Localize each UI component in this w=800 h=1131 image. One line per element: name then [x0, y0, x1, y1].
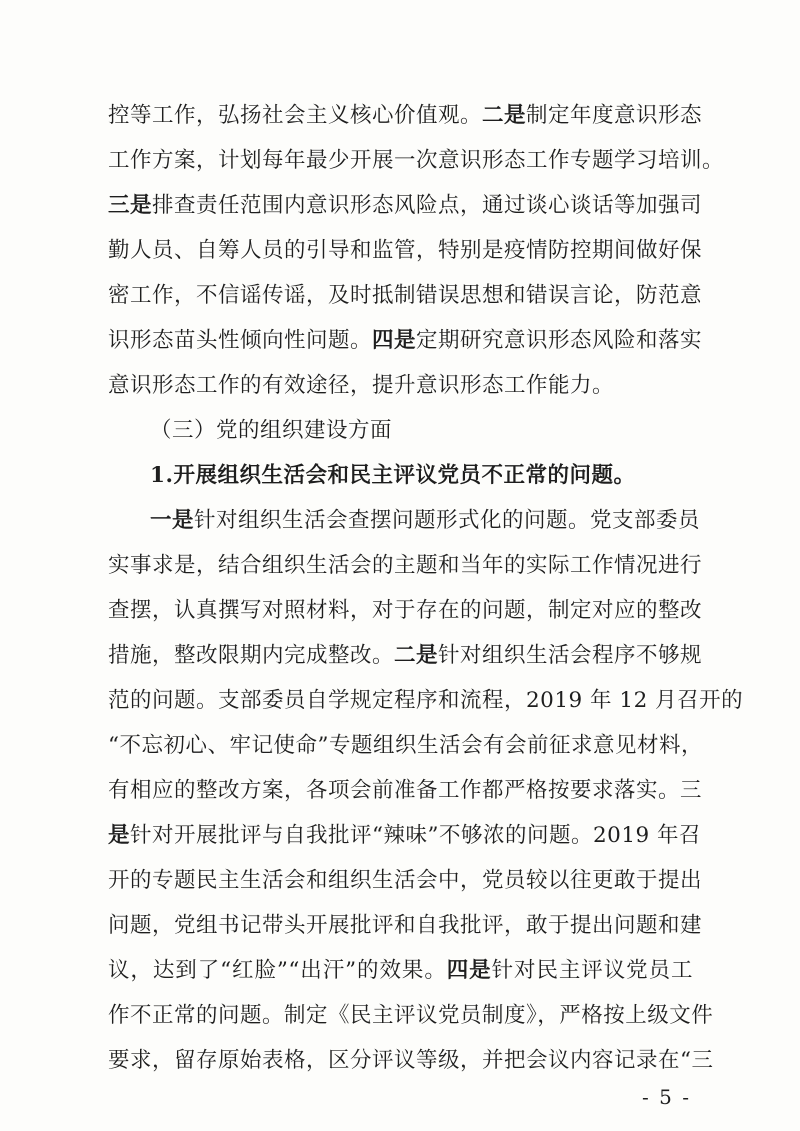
text-line: 勤人员、自筹人员的引导和监管，特别是疫情防控期间做好保	[108, 238, 703, 263]
text-line: 要求，留存原始表格，区分评议等级，并把会议内容记录在“三	[108, 1048, 714, 1073]
text-line	[108, 326, 703, 356]
text-run: 针对组织生活会程序不够规	[438, 643, 703, 668]
text-run: 针对开展批评与自我批评“辣味”不够浓的问题。2019 年召	[130, 823, 702, 848]
subsection-heading: 1.开展组织生活会和民主评议党员不正常的问题。	[150, 463, 636, 488]
text-line: 问题，党组书记带头开展批评和自我批评，敢于提出问题和建	[108, 913, 703, 938]
text-line: 实事求是，结合组织生活会的主题和当年的实际工作情况进行	[108, 553, 703, 578]
text-run: 定期研究意识形态风险和落实	[416, 328, 703, 353]
text-run: 控等工作，弘扬社会主义核心价值观。	[108, 103, 483, 128]
text-line: 开的专题民主生活会和组织生活会中，党员较以往更敢于提出	[108, 868, 703, 893]
emphasis-run: 一是	[150, 508, 195, 533]
text-line: 有相应的整改方案，各项会前准备工作都严格按要求落实。三	[108, 778, 703, 803]
text-line: 工作方案，计划每年最少开展一次意识形态工作专题学习培训。	[108, 148, 725, 173]
text-run: 制定年度意识形态	[526, 103, 703, 128]
emphasis-run: 二是	[394, 643, 439, 668]
text-line: 意识形态工作的有效途径，提升意识形态工作能力。	[108, 373, 615, 398]
text-run: 议，达到了“红脸”“出汗”的效果。	[108, 958, 447, 983]
text-line: 作不正常的问题。制定《民主评议党员制度》，严格按上级文件	[108, 1003, 714, 1028]
emphasis-run: 二是	[482, 103, 527, 128]
emphasis-run: 四是	[446, 958, 492, 983]
text-line	[108, 821, 702, 851]
text-line: “不忘初心、牢记使命”专题组织生活会有会前征求意见材料，	[108, 733, 703, 758]
emphasis-run: 三是	[108, 193, 153, 218]
text-line	[108, 101, 703, 131]
emphasis-run: 四是	[372, 328, 417, 353]
text-run: 排查责任范围内意识形态风险点，通过谈心谈话等加强司	[152, 193, 703, 218]
section-heading: （三）党的组织建设方面	[150, 418, 393, 443]
text-line	[150, 506, 701, 536]
text-line	[108, 641, 703, 671]
text-line: 密工作，不信谣传谣，及时抵制错误思想和错误言论，防范意	[108, 283, 703, 308]
text-run: 针对组织生活会查摆问题形式化的问题。党支部委员	[194, 508, 701, 533]
page-number: - 5 -	[642, 1085, 691, 1109]
text-line	[108, 956, 693, 986]
text-run: 识形态苗头性倾向性问题。	[108, 328, 373, 353]
text-run: 措施，整改限期内完成整改。	[108, 643, 395, 668]
text-line: 范的问题。支部委员自学规定程序和流程，2019 年 12 月召开的	[108, 688, 744, 713]
text-line: 查摆，认真撰写对照材料，对于存在的问题，制定对应的整改	[108, 598, 703, 623]
emphasis-run: 是	[108, 823, 131, 848]
text-line	[108, 191, 703, 221]
text-run: 针对民主评议党员工	[491, 958, 693, 983]
